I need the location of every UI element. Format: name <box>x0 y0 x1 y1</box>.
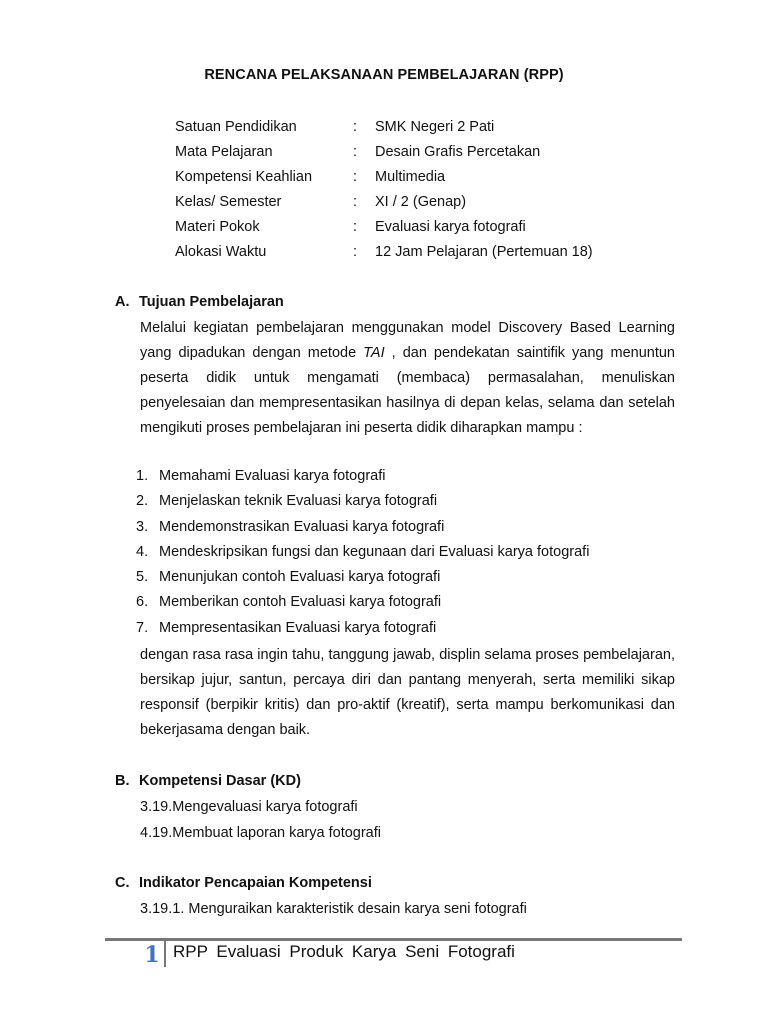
list-text: Memahami Evaluasi karya fotografi <box>159 468 386 484</box>
section-a-closing: dengan rasa rasa ingin tahu, tanggung jawab, displin selama proses pembelajaran, bersikap jujur, santun, percaya diri dan pantang menyerah, serta memiliki sikap responsif (berpikir kritis) dan pro-aktif (kreatif), serta mampu berkomunikasi dan bekerjasama dengan baik. <box>140 647 675 738</box>
section-letter: C. <box>115 875 130 891</box>
info-value: Desain Grafis Percetakan <box>375 144 541 160</box>
list-text: Mempresentasikan Evaluasi karya fotografi <box>159 619 437 636</box>
list-item <box>136 467 589 492</box>
list-item <box>136 518 589 543</box>
section-title: Tujuan Pembelajaran <box>139 294 284 310</box>
info-colon: : <box>353 244 358 260</box>
kd-item: 3.19.Mengevaluasi karya fotografi <box>140 799 358 815</box>
info-label: Kompetensi Keahlian <box>175 169 313 185</box>
list-number: 7. <box>136 619 149 636</box>
section-b-heading <box>115 773 301 789</box>
info-colon: : <box>353 219 358 235</box>
list-text: Mendemonstrasikan Evaluasi karya fotografi <box>159 518 445 535</box>
list-item <box>136 619 589 644</box>
list-text: Menunjukan contoh Evaluasi karya fotografi <box>159 569 441 586</box>
footer-divider <box>164 941 166 967</box>
info-colon: : <box>353 119 358 135</box>
list-item <box>136 543 589 568</box>
info-label: Mata Pelajaran <box>175 144 273 160</box>
list-number: 1. <box>136 468 149 484</box>
objective-list <box>136 467 589 644</box>
document-title: RENCANA PELAKSANAAN PEMBELAJARAN (RPP) <box>204 67 564 83</box>
section-letter: B. <box>115 773 130 789</box>
indicator-list <box>140 900 527 926</box>
info-colon: : <box>353 194 358 210</box>
info-label: Kelas/ Semester <box>175 194 282 210</box>
list-item <box>136 492 589 517</box>
info-value: Multimedia <box>375 169 446 185</box>
info-colon: : <box>353 169 358 185</box>
info-value: Evaluasi karya fotografi <box>375 219 526 235</box>
list-number: 4. <box>136 543 149 560</box>
list-text: Memberikan contoh Evaluasi karya fotografi <box>159 594 442 611</box>
page-number: 1 <box>144 942 160 968</box>
info-label: Materi Pokok <box>175 219 260 235</box>
list-item <box>136 593 589 618</box>
info-colon: : <box>353 144 358 160</box>
intro-italic: TAI <box>363 345 385 361</box>
list-number: 2. <box>136 493 149 510</box>
kd-item: 4.19.Membuat laporan karya fotografi <box>140 825 381 841</box>
section-letter: A. <box>115 294 130 310</box>
list-number: 5. <box>136 569 149 586</box>
kd-list <box>140 798 381 850</box>
list-number: 6. <box>136 594 149 611</box>
info-value: 12 Jam Pelajaran (Pertemuan 18) <box>375 244 593 260</box>
intro-text: Melalui kegiatan pembelajaran menggunakan model Discovery Based Learning yang dipadukan dengan metode <box>140 320 675 361</box>
section-a-heading <box>115 294 284 310</box>
info-label: Alokasi Waktu <box>175 244 267 260</box>
info-value: SMK Negeri 2 Pati <box>375 119 495 135</box>
indicator-item: 3.19.1. Menguraikan karakteristik desain karya seni fotografi <box>140 901 527 917</box>
footer-title: RPP Evaluasi Produk Karya Seni Fotografi <box>173 942 515 961</box>
section-c-heading <box>115 875 372 891</box>
info-value: XI / 2 (Genap) <box>375 194 467 210</box>
section-title: Kompetensi Dasar (KD) <box>139 773 301 789</box>
list-number: 3. <box>136 518 149 535</box>
intro-text-cont: , dan pendekatan saintifik yang menuntun peserta didik untuk mengamati (membaca) permasalahan, menuliskan penyelesaian dan mempresentasikan hasilnya di depan kelas, selama dan setelah mengikuti proses pembelajaran ini peserta didik diharapkan mampu : <box>140 345 675 436</box>
info-label: Satuan Pendidikan <box>175 119 297 135</box>
list-item <box>136 568 589 593</box>
list-text: Mendeskripsikan fungsi dan kegunaan dari Evaluasi karya fotografi <box>159 543 590 560</box>
section-title: Indikator Pencapaian Kompetensi <box>139 875 372 891</box>
section-a-intro <box>140 316 675 441</box>
list-text: Menjelaskan teknik Evaluasi karya fotografi <box>159 493 438 510</box>
